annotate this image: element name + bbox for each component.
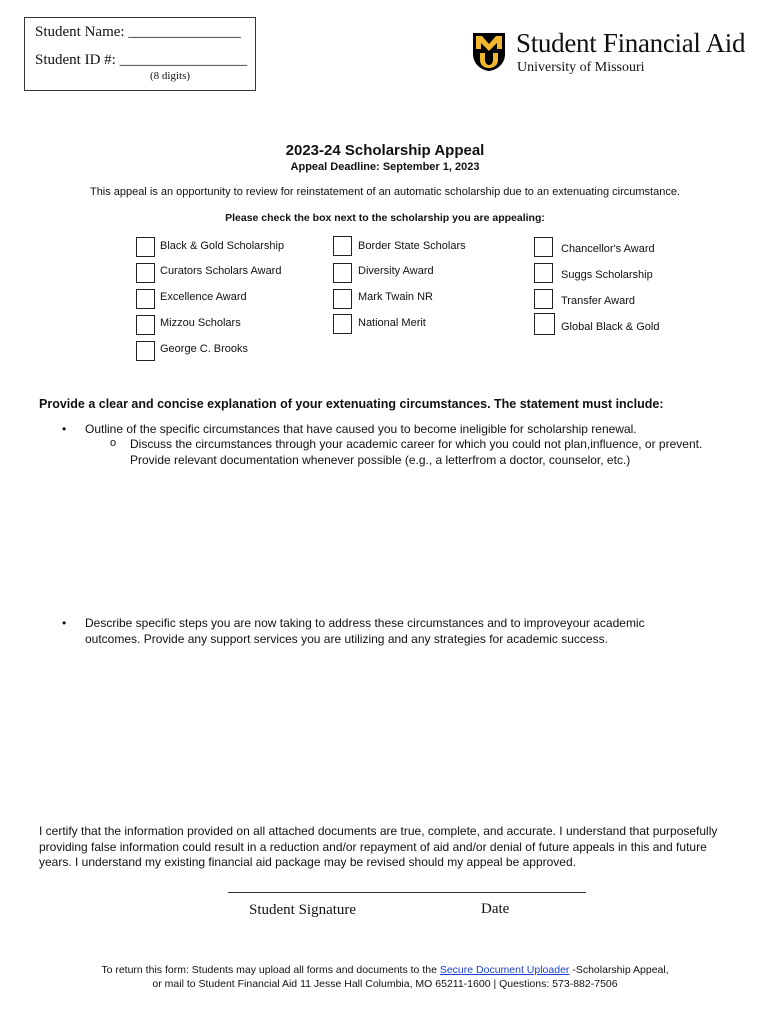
checkbox-label: Suggs Scholarship [561,269,653,281]
bullet-steps: Describe specific steps you are now taking to address these circumstances and to improveyour academic outcomes. Provide any support services you are utilizing and any strategies for academic success. [85,616,645,646]
date-label: Date [481,901,510,917]
checkbox-transfer[interactable] [534,289,553,309]
checkbox-chancellors[interactable] [534,237,553,257]
checkbox-mizzou-scholars[interactable] [136,315,155,335]
checkbox-label: George C. Brooks [160,343,249,355]
footer [0,963,770,991]
checkbox-diversity[interactable] [333,263,352,283]
footer-text: To return this form: Students may upload all forms and documents to the [101,964,440,976]
checkbox-label: Curators Scholars Award [160,265,282,277]
footer-text: -Scholarship Appeal, [569,964,669,976]
secure-document-uploader-link[interactable]: Secure Document Uploader [439,964,570,976]
page-title: 2023-24 Scholarship Appeal [285,142,485,159]
checkbox-curators[interactable] [136,263,155,283]
bullet-icon: • [62,422,67,436]
footer-line-1 [0,963,770,977]
checkbox-suggs[interactable] [534,263,553,283]
certification-text: I certify that the information provided on all attached documents are true, complete, and accurate. I understand that purposefully providing false information could result in a reduction and/or repayment of aid and/or denial of future appeals in this and future years. I understand my existing financial aid package may be revised should my appeal be approved. [39,824,718,869]
checkbox-instruction: Please check the box next to the scholarship you are appealing: [225,212,545,224]
bullet-icon: • [62,616,67,630]
checkbox-black-gold[interactable] [136,237,155,257]
checkbox-label: Transfer Award [561,295,635,307]
mizzou-logo-icon [472,32,506,72]
signature-label: Student Signature [249,902,357,918]
bullet-circumstances: Outline of the specific circumstances that have caused you to become ineligible for scholarship renewal. [85,422,637,436]
student-id-hint: (8 digits) [150,70,191,82]
checkbox-label: Global Black & Gold [561,321,660,333]
section-heading: Provide a clear and concise explanation of your extenuating circumstances. The statement must include: [39,397,664,411]
intro-text: This appeal is an opportunity to review for reinstatement of an automatic scholarship due to an extenuating circumstance. [89,186,681,198]
checkbox-excellence[interactable] [136,289,155,309]
checkbox-label: National Merit [358,317,426,329]
checkbox-label: Chancellor's Award [561,243,655,255]
checkbox-label: Border State Scholars [358,240,466,252]
checkbox-label: Mizzou Scholars [160,317,241,329]
sub-bullet-icon: o [110,437,117,449]
appeal-deadline: Appeal Deadline: September 1, 2023 [290,161,480,173]
logo-title: Student Financial Aid [516,28,746,58]
signature-line[interactable] [228,892,586,893]
sub-bullet-discuss: Discuss the circumstances through your academic career for which you could not plan,influence, or prevent. Provide relevant documentation whenever possible (e.g., a letterfrom a doctor, counselor, etc.) [130,437,703,467]
checkbox-george-brooks[interactable] [136,341,155,361]
checkbox-national-merit[interactable] [333,314,352,334]
checkbox-label: Excellence Award [160,291,247,303]
student-id-field[interactable]: Student ID #: _________________ [35,52,248,68]
logo-subtitle: University of Missouri [517,60,645,75]
checkbox-label: Black & Gold Scholarship [160,240,285,252]
checkbox-global-black-gold[interactable] [534,313,555,335]
footer-line-2: or mail to Student Financial Aid 11 Jesse Hall Columbia, MO 65211-1600 | Questions: 573-882-7506 [152,978,618,990]
checkbox-label: Diversity Award [358,265,434,277]
checkbox-border-state[interactable] [333,236,352,256]
student-name-field[interactable]: Student Name: _______________ [35,24,241,40]
checkbox-mark-twain[interactable] [333,289,352,309]
student-info-box [24,17,256,91]
checkbox-label: Mark Twain NR [358,291,433,303]
